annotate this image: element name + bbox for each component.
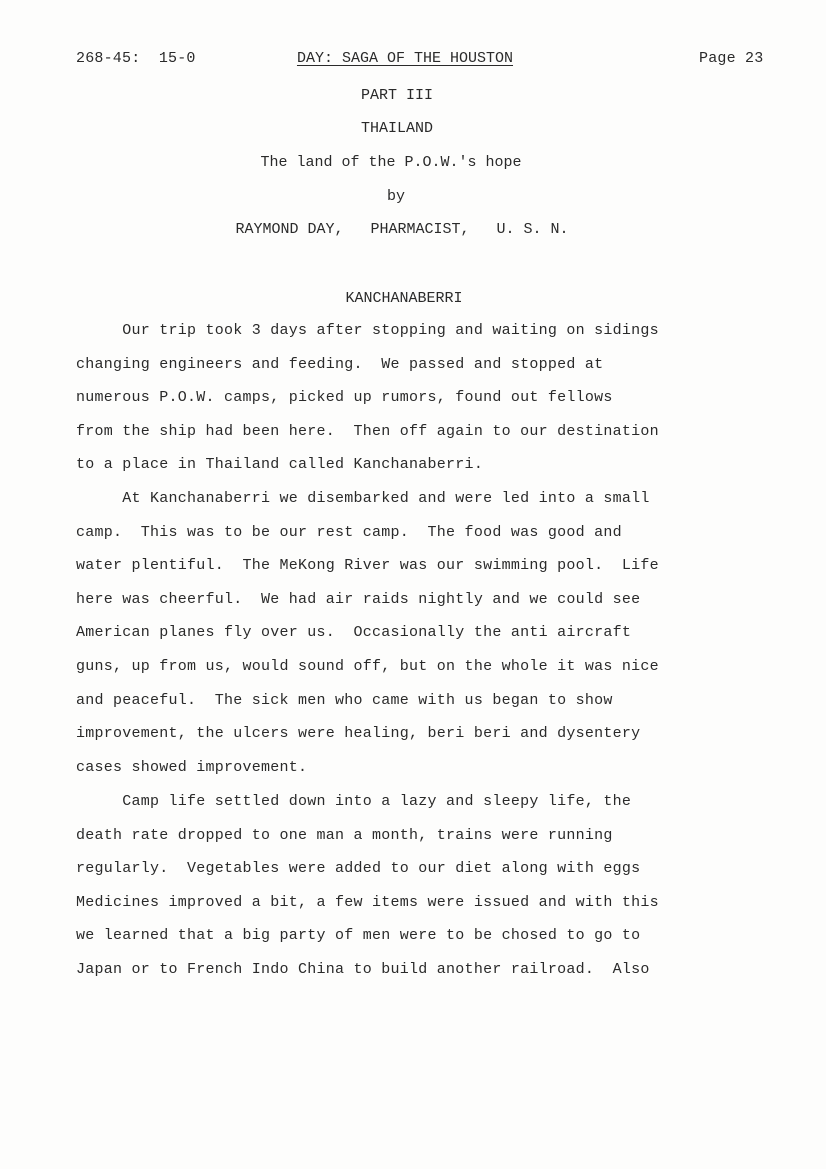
paragraph-line: Japan or to French Indo China to build another railroad. Also <box>76 960 650 978</box>
byline-by: by <box>386 188 405 205</box>
paragraph-line: death rate dropped to one man a month, trains were running <box>76 826 613 844</box>
paragraph-line: and peaceful. The sick men who came with us began to show <box>76 691 613 709</box>
author-line: RAYMOND DAY, PHARMACIST, U. S. N. <box>235 221 569 238</box>
paragraph-line: numerous P.O.W. camps, picked up rumors, found out fellows <box>76 389 613 407</box>
paragraph-line: regularly. Vegetables were added to our diet along with eggs <box>76 860 641 878</box>
paragraph-line: Medicines improved a bit, a few items were issued and with this <box>76 893 659 911</box>
paragraph-line: American planes fly over us. Occasionally the anti aircraft <box>76 624 632 642</box>
doc-reference: 268-45: 15-0 <box>76 50 196 67</box>
paragraph-line: changing engineers and feeding. We passed and stopped at <box>76 355 604 373</box>
paragraph-line: to a place in Thailand called Kanchanaberri. <box>76 456 484 474</box>
paragraph-line: improvement, the ulcers were healing, beri beri and dysentery <box>76 725 641 743</box>
paragraph-line: Camp life settled down into a lazy and sleepy life, the <box>76 793 632 810</box>
paragraph-line: here was cheerful. We had air raids nightly and we could see <box>76 590 641 608</box>
part-heading: PART III <box>360 87 433 104</box>
paragraph-line: guns, up from us, would sound off, but on the whole it was nice <box>76 657 659 675</box>
subtitle: The land of the P.O.W.'s hope <box>260 154 522 171</box>
paragraph-1 <box>76 314 776 482</box>
doc-title-text: DAY: SAGA OF THE HOUSTON <box>296 50 514 67</box>
doc-title <box>0 50 818 68</box>
paragraph-line: water plentiful. The MeKong River was our swimming pool. Life <box>76 557 659 575</box>
page-number: Page 23 <box>699 50 764 67</box>
section-title: KANCHANABERRI <box>345 290 463 307</box>
paragraph-2 <box>76 482 776 784</box>
paragraph-line: camp. This was to be our rest camp. The food was good and <box>76 523 622 541</box>
country-heading: THAILAND <box>360 120 433 137</box>
paragraph-line: we learned that a big party of men were to be chosed to go to <box>76 927 641 945</box>
paragraph-3 <box>76 785 776 987</box>
paragraph-line: At Kanchanaberri we disembarked and were led into a small <box>76 490 650 507</box>
paragraph-line: cases showed improvement. <box>76 758 308 776</box>
paragraph-line: Our trip took 3 days after stopping and waiting on sidings <box>76 322 659 339</box>
paragraph-line: from the ship had been here. Then off again to our destination <box>76 422 659 440</box>
